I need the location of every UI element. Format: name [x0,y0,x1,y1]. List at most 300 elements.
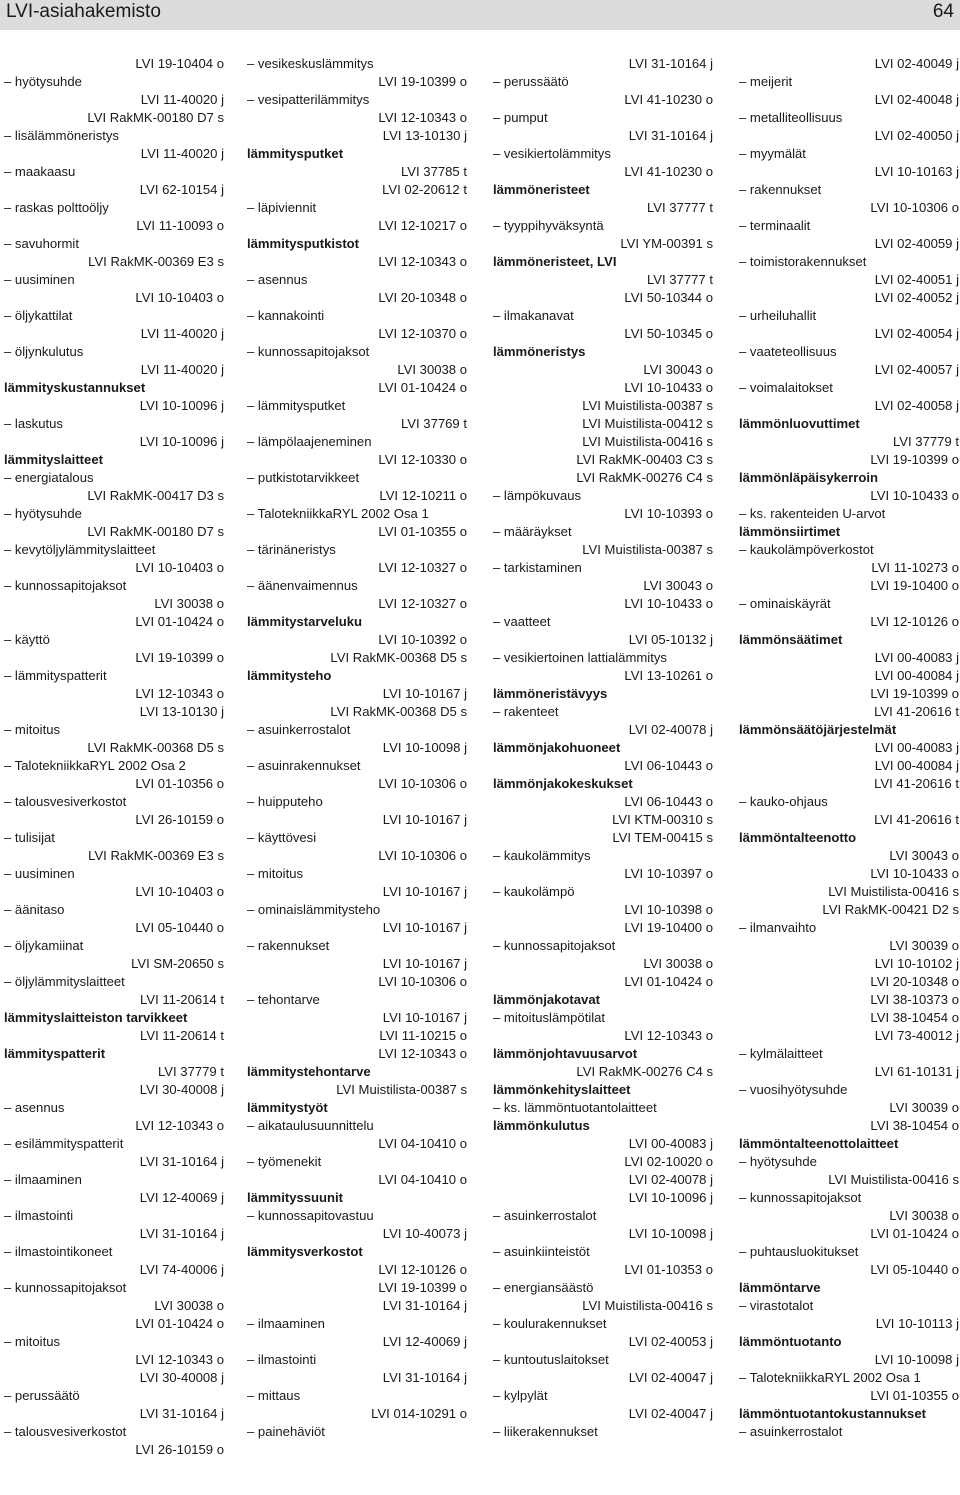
index-reference: LVI 19-10399 o [135,650,224,665]
index-reference: LVI 20-10348 o [870,974,959,989]
index-reference: LVI 12-10217 o [378,218,467,233]
index-heading: lämmönkehityslaitteet [493,1082,631,1097]
index-subentry: – asuinkerrostalot [247,722,351,737]
index-subentry: – kunnossapitojaksot [493,938,616,953]
index-subentry: – kylpylät [493,1388,548,1403]
index-reference: LVI 13-10261 o [624,668,713,683]
index-reference: LVI Muistilista-00416 s [582,434,713,449]
index-reference: LVI 10-10403 o [135,560,224,575]
index-reference: LVI 06-10443 o [624,758,713,773]
index-reference: LVI 05-10440 o [870,1262,959,1277]
index-subentry: – rakenteet [493,704,559,719]
index-heading: lämmöneristeet [493,182,590,197]
index-reference: LVI RakMK-00180 D7 s [87,110,224,125]
index-reference: LVI 41-10230 o [624,92,713,107]
index-subentry: – vesikiertoinen lattialämmitys [493,650,667,665]
index-heading: lämmitystarveluku [247,614,362,629]
index-reference: LVI 02-40051 j [874,272,959,287]
index-subentry: – terminaalit [739,218,811,233]
index-reference: LVI 06-10443 o [624,794,713,809]
index-reference: LVI 31-10164 j [139,1226,224,1241]
index-reference: LVI 00-40083 j [874,740,959,755]
index-subentry: – vaatteet [493,614,551,629]
index-reference: LVI 37779 t [157,1064,224,1079]
index-reference: LVI 10-10393 o [624,506,713,521]
index-reference: LVI 00-40083 j [874,650,959,665]
index-subentry: – ilmanvaihto [739,920,817,935]
index-subentry: – mittaus [247,1388,301,1403]
index-heading: lämmityssuunit [247,1190,344,1205]
index-reference: LVI 37777 t [646,272,713,287]
index-subentry: – kunnossapitovastuu [247,1208,374,1223]
index-reference: LVI 10-10167 j [382,920,467,935]
index-reference: LVI 12-10327 o [378,596,467,611]
index-reference: LVI 12-10343 o [135,1118,224,1133]
index-reference: LVI 00-40083 j [628,1136,713,1151]
index-reference: LVI 01-10353 o [624,1262,713,1277]
index-reference: LVI 10-10102 j [874,956,959,971]
index-reference: LVI 31-10164 j [628,56,713,71]
index-reference: LVI 11-20614 t [140,992,224,1007]
index-reference: LVI 12-40069 j [139,1190,224,1205]
index-subentry: – lämmityspatterit [4,668,107,683]
index-subentry: – talousvesiverkostot [4,794,127,809]
index-reference: LVI 02-40053 j [628,1334,713,1349]
index-heading: lämmöntalteenotto [739,830,857,845]
index-subentry: – savuhormit [4,236,79,251]
index-reference: LVI 20-10348 o [378,290,467,305]
index-subentry: – TalotekniikkaRYL 2002 Osa 1 [739,1370,921,1385]
index-subentry: – ilmastointi [247,1352,317,1367]
index-reference: LVI 10-10167 j [382,686,467,701]
index-reference: LVI RakMK-00368 D5 s [330,650,467,665]
index-reference: LVI 37769 t [400,416,467,431]
index-reference: LVI 41-20616 t [874,776,959,791]
index-subentry: – kunnossapitojaksot [247,344,370,359]
index-heading: lämmönluovuttimet [739,416,860,431]
index-subentry: – uusiminen [4,272,75,287]
index-heading: lämmönjakohuoneet [493,740,621,755]
index-reference: LVI KTM-00310 s [612,812,713,827]
index-reference: LVI 00-40084 j [874,758,959,773]
index-subentry: – vuosihyötysuhde [739,1082,848,1097]
index-reference: LVI 02-40054 j [874,326,959,341]
index-reference: LVI 31-10164 j [382,1298,467,1313]
index-heading: lämmönsäätöjärjestelmät [739,722,897,737]
index-subentry: – lämpökuvaus [493,488,582,503]
index-reference: LVI 12-10343 o [135,686,224,701]
index-reference: LVI RakMK-00369 E3 s [88,254,224,269]
index-reference: LVI 01-10424 o [624,974,713,989]
index-reference: LVI 26-10159 o [135,812,224,827]
index-reference: LVI 10-10096 j [628,1190,713,1205]
index-subentry: – tärinäneristys [247,542,336,557]
index-reference: LVI 02-40049 j [874,56,959,71]
index-subentry: – putkistotarvikkeet [247,470,360,485]
index-subentry: – ominaislämmitysteho [247,902,381,917]
index-reference: LVI 01-10424 o [135,1316,224,1331]
index-subentry: – asuinkerrostalot [493,1208,597,1223]
index-reference: LVI Muistilista-00416 s [582,1298,713,1313]
index-reference: LVI RakMK-00180 D7 s [87,524,224,539]
index-subentry: – käyttö [4,632,50,647]
index-subentry: – asuinkiinteistöt [493,1244,590,1259]
index-subentry: – ominaiskäyrät [739,596,831,611]
index-reference: LVI 02-40058 j [874,398,959,413]
index-heading: lämmönjakotavat [493,992,600,1007]
index-reference: LVI 01-10424 o [870,1226,959,1241]
index-subentry: – lämpölaajeneminen [247,434,372,449]
index-subentry: – meijerit [739,74,793,89]
index-subentry: – tehontarve [247,992,320,1007]
index-reference: LVI 19-10399 o [870,452,959,467]
index-heading: lämmöneristeet, LVI [493,254,617,269]
index-reference: LVI SM-20650 s [131,956,224,971]
index-reference: LVI 41-20616 t [874,704,959,719]
index-heading: lämmöntalteenottolaitteet [739,1136,899,1151]
index-subentry: – rakennukset [739,182,822,197]
index-subentry: – urheiluhallit [739,308,817,323]
index-reference: LVI 38-10373 o [870,992,959,1007]
index-column-3 [493,55,713,1441]
index-subentry: – tulisijat [4,830,55,845]
index-subentry: – laskutus [4,416,63,431]
index-reference: LVI 31-10164 j [139,1406,224,1421]
index-subentry: – maakaasu [4,164,76,179]
index-subentry: – koulurakennukset [493,1316,607,1331]
index-reference: LVI 12-10211 o [379,488,467,503]
index-subentry: – perussäätö [493,74,569,89]
index-subentry: – kannakointi [247,308,325,323]
page-number: 64 [932,1,954,22]
index-reference: LVI 11-10093 o [136,218,224,233]
index-heading: lämmitystyöt [247,1100,328,1115]
index-reference: LVI 10-10113 j [875,1316,959,1331]
index-reference: LVI 00-40084 j [874,668,959,683]
index-reference: LVI 50-10344 o [624,290,713,305]
index-reference: LVI RakMK-00368 D5 s [330,704,467,719]
index-reference: LVI 10-10306 o [378,974,467,989]
index-reference: LVI 12-40069 j [382,1334,467,1349]
index-reference: LVI 37779 t [892,434,959,449]
index-subentry: – öljylämmityslaitteet [4,974,125,989]
index-subentry: – mitoitus [4,1334,61,1349]
index-reference: LVI Muistilista-00416 s [828,1172,959,1187]
index-reference: LVI 10-10392 o [378,632,467,647]
index-subentry: – kaukolämpöverkostot [739,542,874,557]
index-subentry: – kunnossapitojaksot [739,1190,862,1205]
index-subentry: – käyttövesi [247,830,317,845]
index-reference: LVI 19-10399 o [870,686,959,701]
index-reference: LVI Muistilista-00412 s [582,416,713,431]
index-subentry: – ks. rakenteiden U-arvot [739,506,886,521]
index-heading: lämmityslaitteet [4,452,103,467]
index-reference: LVI RakMK-00421 D2 s [822,902,959,917]
index-subentry: – asuinrakennukset [247,758,361,773]
index-reference: LVI Muistilista-00387 s [336,1082,467,1097]
index-reference: LVI 02-20612 t [382,182,467,197]
index-reference: LVI 19-10400 o [870,578,959,593]
index-reference: LVI 10-10098 j [874,1352,959,1367]
index-subentry: – perussäätö [4,1388,80,1403]
index-heading: lämmöneristys [493,344,586,359]
index-subentry: – ilmakanavat [493,308,574,323]
index-reference: LVI 50-10345 o [624,326,713,341]
index-reference: LVI 10-10398 o [624,902,713,917]
index-subentry: – läpiviennit [247,200,317,215]
index-heading: lämmitysteho [247,668,332,683]
index-heading: lämmitysputkistot [247,236,360,251]
index-subentry: – kuntoutuslaitokset [493,1352,609,1367]
index-reference: LVI RakMK-00368 D5 s [87,740,224,755]
index-heading: lämmöntuotanto [739,1334,842,1349]
index-reference: LVI 30038 o [889,1208,959,1223]
index-reference: LVI 13-10130 j [382,128,467,143]
index-reference: LVI 02-40052 j [874,290,959,305]
index-reference: LVI 01-10355 o [870,1388,959,1403]
index-reference: LVI 74-40006 j [139,1262,224,1277]
index-subentry: – asuinkerrostalot [739,1424,843,1439]
index-subentry: – TalotekniikkaRYL 2002 Osa 1 [247,506,429,521]
index-reference: LVI 30039 o [889,1100,959,1115]
index-subentry: – ilmastointi [4,1208,74,1223]
index-subentry: – lämmitysputket [247,398,346,413]
index-subentry: – hyötysuhde [4,74,82,89]
index-subentry: – myymälät [739,146,806,161]
index-reference: LVI 30-40008 j [139,1082,224,1097]
index-reference: LVI 30038 o [643,956,713,971]
index-subentry: – hyötysuhde [4,506,82,521]
index-subentry: – puhtausluokitukset [739,1244,859,1259]
index-reference: LVI 10-10306 o [870,200,959,215]
index-reference: LVI 11-40020 j [140,146,224,161]
index-reference: LVI 014-10291 o [371,1406,467,1421]
index-reference: LVI 04-10410 o [378,1136,467,1151]
index-reference: LVI 01-10356 o [135,776,224,791]
index-reference: LVI 04-10410 o [378,1172,467,1187]
index-subentry: – voimalaitokset [739,380,833,395]
index-reference: LVI 02-40047 j [628,1406,713,1421]
index-subentry: – hyötysuhde [739,1154,817,1169]
index-heading: lämmitystehontarve [247,1064,371,1079]
index-subentry: – kylmälaitteet [739,1046,823,1061]
index-reference: LVI 12-10343 o [624,1028,713,1043]
index-subentry: – vesipatterilämmitys [247,92,370,107]
index-reference: LVI 30038 o [397,362,467,377]
index-reference: LVI 10-40073 j [382,1226,467,1241]
index-subentry: – aikataulusuunnittelu [247,1118,374,1133]
index-reference: LVI 10-10098 j [628,1226,713,1241]
index-reference: LVI RakMK-00276 C4 s [576,1064,713,1079]
index-reference: LVI 10-10096 j [139,398,224,413]
index-subentry: – talousvesiverkostot [4,1424,127,1439]
index-subentry: – mitoitus [247,866,304,881]
index-subentry: – uusiminen [4,866,75,881]
index-heading: lämmönsiirtimet [739,524,841,539]
index-reference: LVI 26-10159 o [135,1442,224,1457]
index-reference: LVI 30043 o [643,578,713,593]
index-reference: LVI 31-10164 j [628,128,713,143]
index-reference: LVI 12-10343 o [378,110,467,125]
index-reference: LVI 10-10433 o [624,596,713,611]
index-reference: LVI 19-10400 o [624,920,713,935]
index-column-4 [739,55,959,1441]
index-reference: LVI 11-10215 o [379,1028,467,1043]
index-column-2 [247,55,467,1441]
index-reference: LVI 62-10154 j [139,182,224,197]
index-reference: LVI 05-10132 j [628,632,713,647]
index-heading: lämmönsäätimet [739,632,843,647]
index-reference: LVI 37777 t [646,200,713,215]
index-subentry: – kunnossapitojaksot [4,1280,127,1295]
index-heading: lämmönjohtavuusarvot [493,1046,638,1061]
index-subentry: – öljynkulutus [4,344,84,359]
index-reference: LVI 31-10164 j [139,1154,224,1169]
index-subentry: – energiatalous [4,470,94,485]
index-subentry: – metalliteollisuus [739,110,843,125]
index-reference: LVI RakMK-00276 C4 s [576,470,713,485]
index-reference: LVI 11-20614 t [140,1028,224,1043]
index-reference: LVI 30043 o [643,362,713,377]
index-subentry: – tyyppihyväksyntä [493,218,604,233]
index-column-1 [4,55,224,1459]
index-reference: LVI 12-10126 o [378,1262,467,1277]
index-reference: LVI 02-40050 j [874,128,959,143]
index-subentry: – ilmaaminen [247,1316,325,1331]
index-heading: lämmönjakokeskukset [493,776,633,791]
index-reference: LVI 13-10130 j [139,704,224,719]
index-reference: LVI 10-10163 j [874,164,959,179]
index-reference: LVI 01-10355 o [378,524,467,539]
index-reference: LVI 10-10306 o [378,776,467,791]
index-reference: LVI 02-40048 j [874,92,959,107]
index-reference: LVI Muistilista-00416 s [828,884,959,899]
index-subentry: – kauko-ohjaus [739,794,828,809]
index-subentry: – mitoitus [4,722,61,737]
page-title: LVI-asiahakemisto [6,1,161,22]
index-subentry: – painehäviöt [247,1424,325,1439]
index-subentry: – energiansäästö [493,1280,594,1295]
index-reference: LVI 12-10343 o [378,254,467,269]
index-reference: LVI 38-10454 o [870,1118,959,1133]
index-subentry: – esilämmityspatterit [4,1136,124,1151]
index-heading: lämmityskustannukset [4,380,146,395]
index-reference: LVI 10-10433 o [870,488,959,503]
index-reference: LVI 73-40012 j [874,1028,959,1043]
index-subentry: – kunnossapitojaksot [4,578,127,593]
index-reference: LVI 02-40057 j [874,362,959,377]
index-heading: lämmönkulutus [493,1118,590,1133]
index-subentry: – liikerakennukset [493,1424,598,1439]
index-subentry: – asennus [4,1100,65,1115]
index-subentry: – työmenekit [247,1154,322,1169]
index-reference: LVI 02-40078 j [628,722,713,737]
index-reference: LVI 19-10399 o [378,1280,467,1295]
index-heading: lämmöntarve [739,1280,821,1295]
index-reference: LVI 10-10433 o [624,380,713,395]
index-subentry: – kaukolämmitys [493,848,591,863]
index-subentry: – TalotekniikkaRYL 2002 Osa 2 [4,758,186,773]
index-subentry: – äänitaso [4,902,65,917]
index-reference: LVI 10-10167 j [382,884,467,899]
index-reference: LVI 01-10424 o [378,380,467,395]
index-reference: LVI 10-10397 o [624,866,713,881]
index-subentry: – vesikeskuslämmitys [247,56,374,71]
index-reference: LVI 12-10126 o [870,614,959,629]
index-subentry: – kaukolämpö [493,884,575,899]
index-reference: LVI 12-10327 o [378,560,467,575]
index-reference: LVI 02-40047 j [628,1370,713,1385]
index-heading: lämmöneristävyys [493,686,608,701]
index-reference: LVI 10-10306 o [378,848,467,863]
index-reference: LVI TEM-00415 s [612,830,713,845]
index-reference: LVI 30-40008 j [139,1370,224,1385]
index-subentry: – vesikiertolämmitys [493,146,611,161]
index-reference: LVI 11-10273 o [871,560,959,575]
index-heading: lämmitysputket [247,146,344,161]
index-reference: LVI 10-10167 j [382,1010,467,1025]
index-subentry: – ilmaaminen [4,1172,82,1187]
index-reference: LVI 38-10454 o [870,1010,959,1025]
index-heading: lämmityslaitteiston tarvikkeet [4,1010,188,1025]
index-reference: LVI 12-10330 o [378,452,467,467]
index-reference: LVI 30038 o [154,1298,224,1313]
index-reference: LVI RakMK-00417 D3 s [87,488,224,503]
index-heading: lämmönläpäisykerroin [739,470,878,485]
index-reference: LVI 10-10403 o [135,290,224,305]
index-reference: LVI 31-10164 j [382,1370,467,1385]
index-reference: LVI 41-20616 t [874,812,959,827]
index-reference: LVI 41-10230 o [624,164,713,179]
index-subentry: – määräykset [493,524,572,539]
index-reference: LVI 11-40020 j [140,92,224,107]
index-reference: LVI 37785 t [400,164,467,179]
index-reference: LVI 19-10404 o [135,56,224,71]
index-reference: LVI Muistilista-00387 s [582,398,713,413]
index-reference: LVI YM-00391 s [620,236,713,251]
index-reference: LVI 10-10167 j [382,812,467,827]
index-heading: lämmöntuotantokustannukset [739,1406,926,1421]
index-heading: lämmityspatterit [4,1046,106,1061]
index-reference: LVI RakMK-00403 C3 s [576,452,713,467]
index-reference: LVI 10-10096 j [139,434,224,449]
index-reference: LVI 10-10167 j [382,956,467,971]
index-reference: LVI 61-10131 j [874,1064,959,1079]
index-subentry: – vaateteollisuus [739,344,837,359]
index-reference: LVI 30038 o [154,596,224,611]
index-reference: LVI 12-10343 o [135,1352,224,1367]
index-reference: LVI 05-10440 o [135,920,224,935]
index-reference: LVI 02-10020 o [624,1154,713,1169]
index-reference: LVI 10-10403 o [135,884,224,899]
index-reference: LVI 11-40020 j [140,362,224,377]
index-subentry: – raskas polttoöljy [4,200,109,215]
index-subentry: – ks. lämmöntuotantolaitteet [493,1100,657,1115]
index-subentry: – toimistorakennukset [739,254,867,269]
index-subentry: – äänenvaimennus [247,578,358,593]
index-subentry: – pumput [493,110,548,125]
index-reference: LVI 11-40020 j [140,326,224,341]
index-heading: lämmitysverkostot [247,1244,363,1259]
index-reference: LVI 10-10098 j [382,740,467,755]
index-reference: LVI 19-10399 o [378,74,467,89]
page-header [0,0,960,30]
index-subentry: – rakennukset [247,938,330,953]
index-reference: LVI 30039 o [889,938,959,953]
index-subentry: – öljykattilat [4,308,73,323]
index-reference: LVI 30043 o [889,848,959,863]
index-subentry: – asennus [247,272,308,287]
